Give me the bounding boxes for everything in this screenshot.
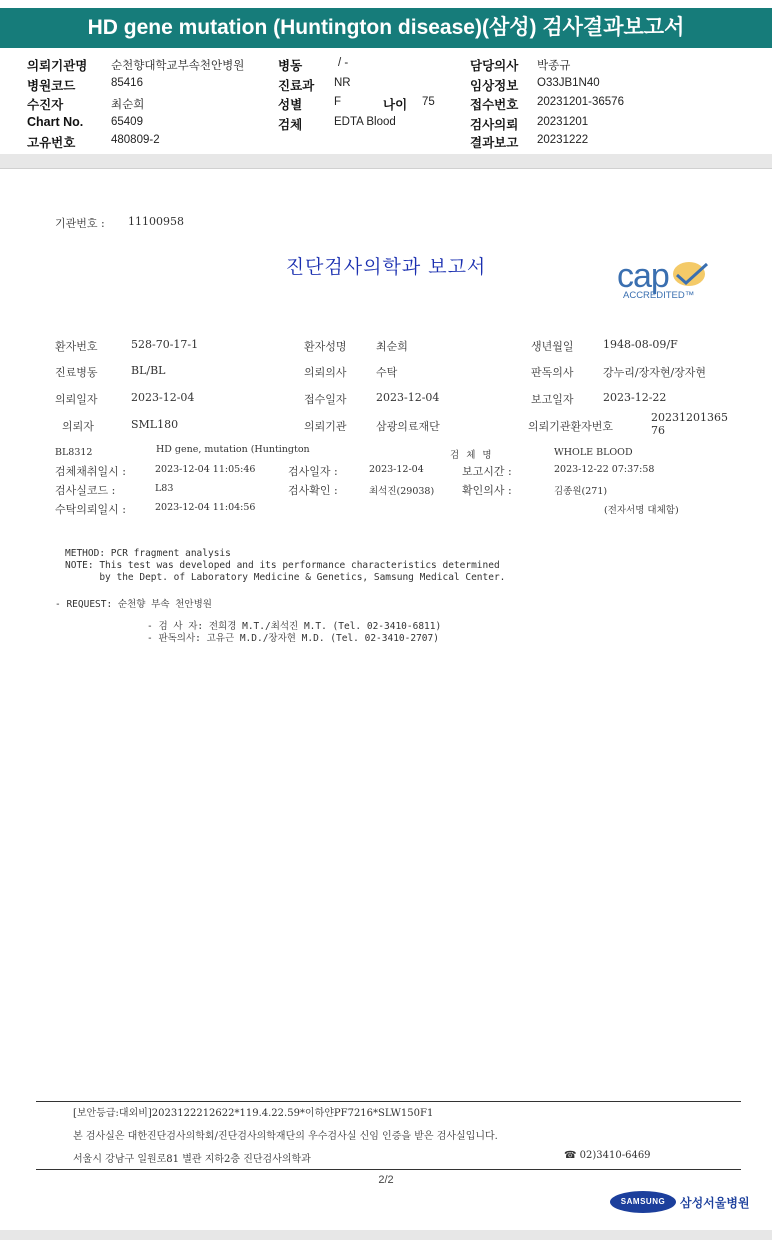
label-ward: 병동 (278, 59, 303, 73)
label-test-request: 검사의뢰 (470, 118, 519, 132)
value-department: NR (334, 77, 351, 89)
label-department: 진료과 (278, 79, 315, 93)
value-patient: 최순희 (111, 99, 145, 111)
label-attending-doctor: 담당의사 (470, 59, 519, 73)
value-clinical-info: O33JB1N40 (537, 77, 600, 89)
staff-line-2: - 판독의사: 고유근 M.D./장자현 M.D. (Tel. 02-3410-2707) (147, 633, 439, 644)
value-unique-no: 480809-2 (111, 134, 160, 146)
label-chart-no: Chart No. (27, 115, 84, 129)
label-reading-doctor: 판독의사 (531, 366, 574, 379)
lab-phone: ☎ 02)3410-6469 (564, 1150, 651, 1161)
header-separator-line (0, 168, 772, 169)
label-requesting-org: 의뢰기관 (304, 420, 347, 433)
value-hospital-code: 85416 (111, 77, 143, 89)
electronic-signature-note: (전자서명 대체함) (604, 505, 679, 516)
value-report-date: 2023-12-22 (603, 391, 667, 404)
value-requester: SML180 (131, 418, 179, 431)
note-line-2: by the Dept. of Laboratory Medicine & Genetics, Samsung Medical Center. (65, 572, 506, 583)
page-number: 2/2 (378, 1174, 394, 1186)
value-age: 75 (422, 96, 435, 108)
specimen-value: WHOLE BLOOD (554, 447, 633, 458)
staff-line-1: - 검 사 자: 전희경 M.T./최석진 M.T. (Tel. 02-3410-6811) (147, 621, 442, 632)
value-reading-doctor: 강누리/장자현/장자현 (603, 366, 707, 379)
label-requesting-institution: 의뢰기관명 (27, 59, 88, 73)
label-specimen: 검체 (278, 118, 303, 132)
value-test-date: 2023-12-04 (369, 464, 424, 475)
institution-no-label: 기관번호 : (55, 217, 105, 230)
cap-logo-text: cap (617, 257, 669, 295)
institution-no-value: 11100958 (128, 215, 184, 228)
footer-top-line (36, 1101, 741, 1102)
header-separator (0, 154, 772, 168)
value-requesting-doctor: 수탁 (376, 366, 398, 379)
value-sex: F (334, 96, 342, 108)
label-patient-name: 환자성명 (304, 340, 347, 353)
label-report-time: 보고시간 : (462, 465, 512, 478)
specimen-label: 검 체 명 (450, 450, 494, 461)
label-lab-code: 검사실코드 : (55, 484, 116, 497)
report-title: 진단검사의학과 보고서 (285, 256, 487, 278)
label-collection-datetime: 검체채취일시 : (55, 465, 126, 478)
label-patient: 수진자 (27, 98, 64, 112)
security-line: [보안등급:대외비]2023122212622*119.4.22.59*이하얀PF7216*SLW150F1 (73, 1108, 434, 1119)
label-test-verification: 검사확인 : (288, 484, 338, 497)
value-test-request: 20231201 (537, 116, 589, 128)
value-requesting-institution: 순천향대학교부속천안병원 (111, 60, 245, 72)
value-patient-name: 최순희 (376, 340, 408, 353)
label-age: 나이 (383, 98, 408, 112)
note-line-1: NOTE: This test was developed and its performance characteristics determined (65, 560, 500, 571)
samsung-logo: SAMSUNG (610, 1191, 676, 1213)
label-org-patient-no: 의뢰기관환자번호 (528, 420, 614, 433)
report-title-bar (0, 8, 772, 48)
value-request-date: 2023-12-04 (131, 391, 195, 404)
value-confirming-doctor: 김종원(271) (554, 486, 608, 497)
method-line: METHOD: PCR fragment analysis (65, 548, 231, 559)
label-confirming-doctor: 확인의사 : (462, 484, 512, 497)
lab-address: 서울시 강남구 일원로81 별관 지하2층 진단검사의학과 (73, 1154, 311, 1165)
value-receipt-date: 2023-12-04 (376, 391, 440, 404)
value-report-time: 2023-12-22 07:37:58 (554, 464, 655, 475)
footer-bottom-line (36, 1169, 741, 1170)
value-test-verification: 최석진(29038) (369, 486, 435, 497)
test-name: HD gene, mutation (Huntington (156, 444, 310, 455)
label-sex: 성별 (278, 98, 303, 112)
label-receipt-no: 접수번호 (470, 98, 519, 112)
value-patient-no: 528-70-17-1 (131, 338, 199, 351)
value-result-report: 20231222 (537, 134, 589, 146)
value-org-patient-no: 2023120136576 (651, 411, 728, 437)
value-chart-no: 65409 (111, 116, 143, 128)
request-line: - REQUEST: 순천향 부속 천안병원 (55, 599, 212, 610)
label-ward-code: 진료병동 (55, 366, 98, 379)
value-lab-code: L83 (155, 483, 174, 494)
value-specimen: EDTA Blood (334, 116, 396, 128)
label-clinical-info: 임상정보 (470, 79, 519, 93)
label-requesting-doctor: 의뢰의사 (304, 366, 347, 379)
label-test-date: 검사일자 : (288, 465, 338, 478)
receipt-datetime-value: 2023-12-04 11:04:56 (155, 502, 256, 513)
value-requesting-org: 삼광의료재단 (376, 420, 440, 433)
label-birth-date: 생년월일 (531, 340, 574, 353)
label-request-date: 의뢰일자 (55, 393, 98, 406)
cap-accredited-text: ACCREDITED™ (623, 290, 695, 301)
label-result-report: 결과보고 (470, 136, 519, 150)
label-report-date: 보고일자 (531, 393, 574, 406)
test-code: BL8312 (55, 447, 93, 458)
label-receipt-date: 접수일자 (304, 393, 347, 406)
value-attending-doctor: 박종규 (537, 60, 571, 72)
cap-accredited-logo (615, 258, 715, 306)
receipt-datetime-label: 수탁의뢰일시 : (55, 503, 126, 516)
value-birth-date: 1948-08-09/F (603, 338, 678, 351)
checkmark-icon (671, 260, 711, 290)
hospital-name: 삼성서울병원 (680, 1196, 750, 1210)
page-bottom-band (0, 1230, 772, 1240)
label-unique-no: 고유번호 (27, 136, 76, 150)
value-collection-datetime: 2023-12-04 11:05:46 (155, 464, 256, 475)
value-ward-code: BL/BL (131, 364, 166, 377)
page-title: HD gene mutation (Huntington disease)(삼성) 검사결과보고서 (87, 16, 685, 39)
value-receipt-no: 20231201-36576 (537, 96, 624, 108)
label-patient-no: 환자번호 (55, 340, 98, 353)
value-ward: / - (338, 57, 349, 69)
certification-line: 본 검사실은 대한진단검사의학회/진단검사의학재단의 우수검사실 신임 인증을 받은 검사실입니다. (73, 1131, 498, 1142)
label-requester: 의뢰자 (62, 420, 94, 433)
label-hospital-code: 병원코드 (27, 79, 76, 93)
